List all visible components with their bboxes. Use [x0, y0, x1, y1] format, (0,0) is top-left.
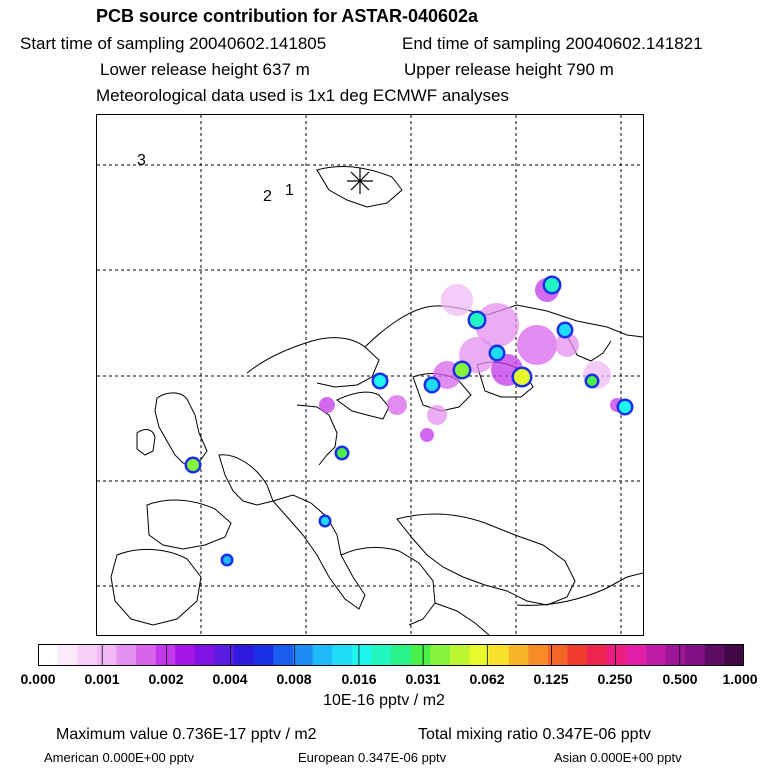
colorbar-cell — [156, 644, 176, 666]
colorbar-cell — [234, 644, 254, 666]
maximum-value-label: Maximum value 0.736E-17 pptv / m2 — [56, 726, 317, 743]
colorbar-tick-label: 0.001 — [84, 671, 120, 687]
concentration-patch — [319, 397, 335, 413]
european-contribution-label: European 0.347E-06 pptv — [298, 750, 447, 765]
concentration-hotspot — [545, 278, 559, 292]
american-contribution-label: American 0.000E+00 pptv — [44, 750, 194, 765]
colorbar-cell — [607, 644, 627, 666]
concentration-hotspot — [559, 324, 571, 336]
colorbar-cell — [293, 644, 313, 666]
colorbar-cell — [626, 644, 646, 666]
colorbar-cell — [97, 644, 117, 666]
concentration-hotspot — [455, 363, 469, 377]
colorbar-tick-label: 0.016 — [341, 671, 377, 687]
colorbar-cell — [411, 644, 431, 666]
colorbar-cell — [509, 644, 529, 666]
track-label-3: 3 — [137, 152, 146, 169]
upper-release-height-label: Upper release height 790 m — [404, 60, 614, 79]
colorbar — [38, 644, 744, 666]
colorbar-cell — [450, 644, 470, 666]
colorbar-cell — [313, 644, 333, 666]
concentration-hotspot — [321, 517, 329, 525]
colorbar-cell — [175, 644, 195, 666]
colorbar-cell — [685, 644, 705, 666]
concentration-patch — [387, 395, 407, 415]
colorbar-tick-label: 0.062 — [469, 671, 505, 687]
colorbar-cell — [352, 644, 372, 666]
meteorological-data-label: Meteorological data used is 1x1 deg ECMWF analyses — [96, 86, 509, 105]
map-canvas — [97, 115, 643, 635]
start-time-label: Start time of sampling 20040602.141805 — [20, 34, 327, 53]
colorbar-cell — [528, 644, 548, 666]
concentration-hotspot — [187, 459, 199, 471]
colorbar-cell — [332, 644, 352, 666]
asian-contribution-label: Asian 0.000E+00 pptv — [554, 750, 682, 765]
colorbar-cell — [548, 644, 568, 666]
lower-release-height-label: Lower release height 637 m — [100, 60, 310, 79]
colorbar-cell — [38, 644, 58, 666]
colorbar-cell — [254, 644, 274, 666]
colorbar-cell — [215, 644, 235, 666]
colorbar-cell — [195, 644, 215, 666]
track-label-1: 1 — [285, 182, 294, 199]
colorbar-cell — [705, 644, 725, 666]
lat-lon-grid — [97, 115, 643, 635]
total-mixing-ratio-label: Total mixing ratio 0.347E-06 pptv — [418, 726, 652, 743]
concentration-patch — [427, 405, 447, 425]
colorbar-tick-label: 0.002 — [148, 671, 184, 687]
colorbar-cell — [273, 644, 293, 666]
concentration-hotspot — [223, 556, 231, 564]
colorbar-cell — [724, 644, 744, 666]
concentration-hotspot — [514, 369, 530, 385]
colorbar-tick-label: 0.008 — [276, 671, 312, 687]
release-point-marker — [347, 168, 373, 194]
colorbar-cell — [568, 644, 588, 666]
concentration-hotspot — [374, 375, 386, 387]
colorbar-cell — [469, 644, 489, 666]
concentration-hotspot — [470, 313, 484, 327]
concentration-hotspot — [337, 448, 347, 458]
concentration-patch — [441, 284, 473, 316]
concentration-hotspot — [426, 379, 438, 391]
concentration-hotspot — [619, 401, 631, 413]
colorbar-cell — [430, 644, 450, 666]
colorbar-cell — [136, 644, 156, 666]
colorbar-cell — [391, 644, 411, 666]
end-time-label: End time of sampling 20040602.141821 — [402, 34, 703, 53]
concentration-hotspot — [587, 376, 597, 386]
colorbar-units-label: 10E-16 pptv / m2 — [323, 692, 445, 709]
colorbar-tick-label: 0.031 — [405, 671, 441, 687]
colorbar-tick-label: 0.004 — [212, 671, 248, 687]
coastlines — [111, 166, 643, 635]
colorbar-cell — [666, 644, 686, 666]
colorbar-cell — [489, 644, 509, 666]
colorbar-tick-label: 0.250 — [597, 671, 633, 687]
concentration-field — [185, 276, 644, 567]
colorbar-cell — [646, 644, 666, 666]
colorbar-tick-label: 0.125 — [533, 671, 569, 687]
plot-title: PCB source contribution for ASTAR-040602a — [96, 6, 479, 26]
colorbar-cell — [116, 644, 136, 666]
concentration-hotspot — [491, 347, 503, 359]
track-label-2: 2 — [263, 188, 272, 205]
concentration-patch — [517, 325, 557, 365]
concentration-patch — [420, 428, 434, 442]
colorbar-cells — [38, 644, 744, 666]
colorbar-tick-label: 0.000 — [20, 671, 56, 687]
colorbar-tick-label: 1.000 — [722, 671, 758, 687]
colorbar-tick-label: 0.500 — [662, 671, 698, 687]
colorbar-cell — [587, 644, 607, 666]
colorbar-cell — [77, 644, 97, 666]
map-panel — [96, 114, 644, 636]
colorbar-cell — [58, 644, 78, 666]
colorbar-cell — [371, 644, 391, 666]
